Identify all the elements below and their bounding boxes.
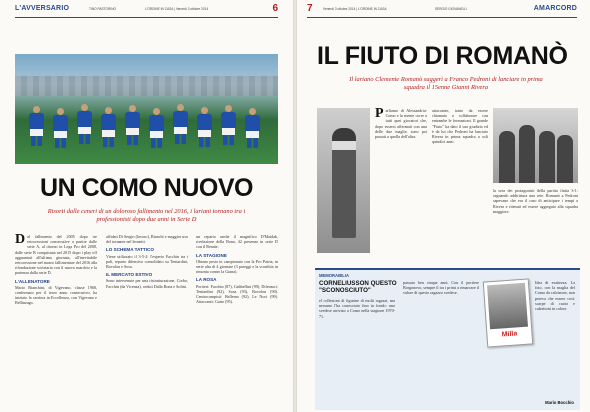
- subheading: LA ROSA: [196, 277, 217, 283]
- article-subhead: Risorti dalle ceneri di un doloroso fallimento nel 2016, i lariani tornano tra i professionisti dopo due anni in Serie D: [47, 208, 246, 223]
- page-number: 7: [307, 3, 313, 14]
- article-column-1: [15, 234, 97, 308]
- page-number: 6: [272, 3, 278, 14]
- player-figure: [173, 104, 188, 144]
- box-tag: MEMORABILIA: [319, 273, 350, 278]
- subheading: IL MERCATO ESTIVO: [106, 272, 153, 278]
- box-column-2: [403, 280, 479, 296]
- bw-player-photo: [317, 108, 370, 253]
- paragraph: attaccante, tanto da essere chiamato a collaborare con entrambe le formazioni. Il grande "Fiuto" ha dato il suo giudizio ed è da lui che Pedroni ha lanciato Rivera in prima squadra a soli quindici anni.: [432, 108, 488, 145]
- paragraph: el collezioni di figurine di molti ragazzi, ma nessuno l'ha conosciuto fino in fondo: uno svedese arrivato a Como nella stagione 1970-71.: [319, 298, 395, 319]
- dropcap: D: [15, 232, 26, 247]
- article-column-2: [432, 108, 488, 144]
- paragraph: Mario Bianchini, di Vigevano, classe 1968, confermato per il terzo anno consecutivo, ha iniziato la carriera in Eccellenza, con Vigevano e Bellinzago.: [15, 284, 97, 306]
- box-byline: Mario Bocchio: [545, 400, 574, 405]
- article-column-1: [375, 108, 427, 139]
- box-column-1: [319, 298, 395, 319]
- article-headline: IL FIUTO DI ROMANÒ: [317, 42, 568, 70]
- left-page: [0, 0, 293, 412]
- paragraph: passato ben cinque anni. Con il portiere Borgonovo, sempre il tra i primi a rimarcare il valore di questo ragazzo svedese.: [403, 280, 479, 296]
- player-figure: [53, 108, 68, 148]
- player-figure: [125, 105, 140, 145]
- author-name: SERGIO GIOVANELLI: [435, 7, 468, 11]
- section-title: L'AVVERSARIO: [15, 5, 70, 12]
- player-figure: [197, 107, 212, 147]
- dropcap: P: [375, 106, 384, 121]
- article-column-2: [106, 234, 188, 291]
- player-sticker-card: [483, 278, 533, 347]
- sticker-image: [487, 283, 528, 330]
- paragraph: Portieri: Facchin (87), Gabbellini (99), Difensori: Tentardini (92), Sosa (93), Bovolon (90). Centrocampisti: Bellemo (92), Le Noci (99). Attaccanti: Gatto (95).: [196, 283, 278, 305]
- paper-info: Venerdì 3 ottobre 2014 | L'ORDINE IN CASA: [323, 7, 387, 11]
- memorabilia-box: [315, 268, 580, 410]
- box-column-3: [535, 280, 575, 311]
- paragraph: Obiano pesta in campionato con la Pro Patria, in serie alta di 4 giornate (3 pareggi e la sconfitta in rimonta contro la Giana).: [196, 258, 278, 275]
- left-page-header: [15, 5, 278, 18]
- section-title: AMARCORD: [533, 5, 577, 12]
- paragraph: Viene utilizzato il 3-5-2: l'esperto Facchin tra i pali, reparto difensivo consolidato su Tentardini, Bovolon e Sosa.: [106, 253, 188, 270]
- article-subhead: Il lariano Clemente Romanò suggerì a Franco Pedroni di lanciare in prima squadra il 15enne Gianni Rivera: [349, 76, 543, 91]
- right-page: [297, 0, 590, 412]
- subheading: LA STAGIONE: [196, 252, 227, 258]
- article-headline: UN COMO NUOVO: [40, 174, 253, 202]
- paragraph: Idea di esattezza. La foto, con la maglia del Como da calciatore, non poteva che essere così: scarpe di cuoio e calzettoni in colore.: [535, 280, 576, 312]
- subheading: LO SCHEMA TATTICO: [106, 247, 154, 253]
- box-title: CORNELIUSSON QUESTO "SCONOSCIUTO": [319, 280, 397, 294]
- sticker-label: Milla: [501, 330, 518, 339]
- team-photo: [15, 54, 278, 164]
- paragraph: un reparto anche il magnifico D'Maidak, rivelazione della Bona, 42 presenze in serie D con il Renate.: [196, 234, 278, 250]
- article-column-3: [493, 188, 578, 214]
- paragraph: arliamo di Alessandria-Como e la mente corre a tutti quei giocatori che, dopo essersi affermati con una delle due maglie, sono poi passati a quella dell'altra.: [375, 108, 427, 140]
- paragraph: affidati Di Sergio (lavoro), Bianchi e maggior uso del tornante nel leonetti.: [106, 234, 188, 245]
- subheading: L'ALLENATORE: [15, 278, 50, 284]
- article-column-3: [196, 234, 278, 306]
- player-figure: [101, 107, 116, 147]
- player-figure: [221, 105, 236, 145]
- player-figure: [29, 106, 44, 146]
- player-figure: [149, 108, 164, 148]
- paragraph: Sono intervenute per una ristrutturazione, Corbo, Facchin (da Vicenza), ceduti Dalla Bona e Solini.: [106, 278, 188, 289]
- paragraph: la sera dei protagonisti della partita finita 3-1: segnando addirittura una rete. Romanò a Pedroni sapevano che era il caso di anticipare i tempi a Rivera e ritenuti ed essere aggregato alla squadra maggiore.: [493, 188, 578, 214]
- author-name: TINO PASTORINO: [89, 7, 116, 11]
- player-figure: [77, 104, 92, 144]
- right-page-header: [307, 5, 577, 18]
- paragraph: al fallimento del 2005 dopo tre retrocessioni consecutive a partire dalle serie A, al ritorno in Lega Pro del 2008, dalle serie B conquistata nel 2015 dopo i play off agguantati all'ultima giornata, all'inevitabile retrocessione nel marzo fallimentare del 2016 alla rifondazione societaria con il nuovo marchio e la partenza dalla serie D.: [15, 234, 97, 276]
- bw-team-photo: [493, 108, 578, 183]
- stadium-stand: [15, 76, 278, 96]
- player-figure: [245, 108, 260, 148]
- paper-info: L'ORDINE IN CASA | Venerdì 3 ottobre 2014: [145, 7, 209, 11]
